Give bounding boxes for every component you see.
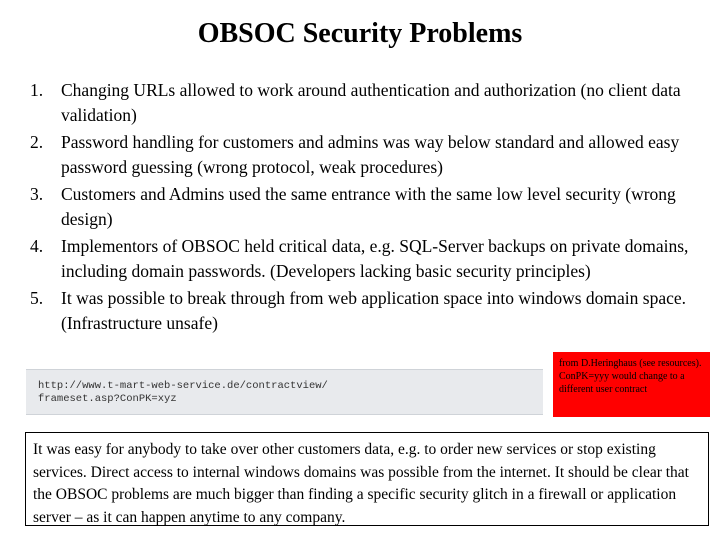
problem-text: Implementors of OBSOC held critical data, e.g. SQL-Server backups on private domains, including domain passwords. (Developers lacking basic security principles) [61, 236, 689, 281]
problem-text: Password handling for customers and admins was way below standard and allowed easy password guessing (wrong protocol, weak procedures) [61, 132, 680, 177]
problem-item [27, 286, 697, 336]
problem-text: It was possible to break through from web application space into windows domain space.(Infrastructure unsafe) [61, 288, 686, 333]
problem-item [27, 182, 697, 232]
problem-list [27, 78, 697, 338]
url-line-2: frameset.asp?ConPK=xyz [38, 393, 177, 405]
problem-item [27, 234, 697, 284]
problem-item [27, 130, 697, 180]
url-example-box [26, 369, 543, 415]
problem-text: Changing URLs allowed to work around authentication and authorization (no client data validation) [61, 80, 681, 125]
url-example-text [38, 380, 328, 406]
problem-number: 3. [30, 184, 44, 204]
slide-title: OBSOC Security Problems [197, 18, 523, 49]
problem-number: 2. [30, 132, 44, 152]
summary-box: It was easy for anybody to take over other customers data, e.g. to order new services or stop existing services. Direct access to internal windows domains was possible from the internet. It should be clear that the OBSOC problems are much bigger than finding a specific security glitch in a firewall or application server – as it can happen anytime to any company. [25, 432, 709, 526]
problem-number: 5. [30, 288, 44, 308]
problem-number: 1. [30, 80, 44, 100]
problem-number: 4. [30, 236, 44, 256]
problem-text: Customers and Admins used the same entrance with the same low level security (wrong design) [61, 184, 676, 229]
source-note: from D.Heringhaus (see resources). ConPK=yyy would change to a different user contract [553, 352, 710, 417]
problem-item [27, 78, 697, 128]
url-line-1: http://www.t-mart-web-service.de/contractview/ [38, 380, 328, 392]
